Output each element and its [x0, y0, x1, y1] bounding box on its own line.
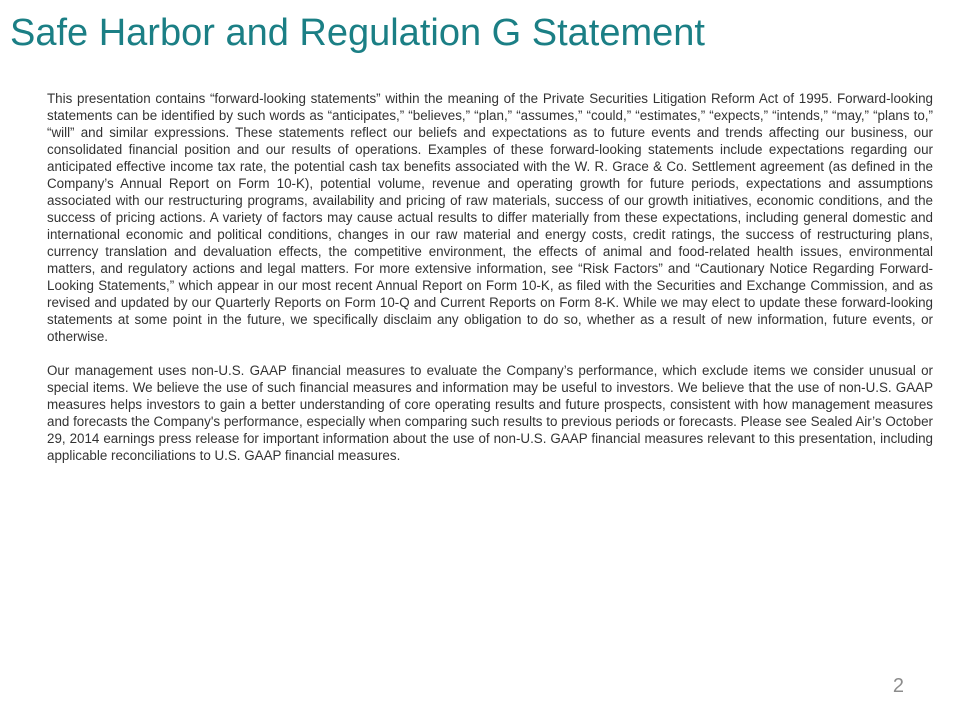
slide-title: Safe Harbor and Regulation G Statement: [10, 12, 705, 54]
regulation-g-paragraph: Our management uses non-U.S. GAAP financial measures to evaluate the Company’s performance, which exclude items we consider unusual or special items. We believe the use of such financial measures and information may be useful to investors. We believe that the use of non-U.S. GAAP measures helps investors to gain a better understanding of core operating results and future prospects, consistent with how management measures and forecasts the Company's performance, especially when comparing such results to previous periods or forecasts. Please see Sealed Air’s October 29, 2014 earnings press release for important information about the use of non-U.S. GAAP financial measures relevant to this presentation, including applicable reconciliations to U.S. GAAP financial measures.: [47, 363, 933, 463]
page-number: 2: [892, 675, 904, 697]
slide-body: [47, 90, 933, 464]
safe-harbor-paragraph: This presentation contains “forward-looking statements” within the meaning of the Private Securities Litigation Reform Act of 1995. Forward-looking statements can be identified by such words as “anticipates,” “believes,” “plan,” “assumes,” “could,” “estimates,” “expects,” “intends,” “may,” “plans to,” “will” and similar expressions. These statements reflect our beliefs and expectations as to future events and trends affecting our business, our consolidated financial position and our results of operations. Examples of these forward-looking statements include expectations regarding our anticipated effective income tax rate, the potential cash tax benefits associated with the W. R. Grace & Co. Settlement agreement (as defined in the Company’s Annual Report on Form 10-K), potential volume, revenue and operating growth for future periods, expectations and assumptions associated with our restructuring programs, availability and pricing of raw materials, success of our growth initiatives, economic conditions, and the success of pricing actions. A variety of factors may cause actual results to differ materially from these expectations, including general domestic and international economic and political conditions, changes in our raw material and energy costs, credit ratings, the success of restructuring plans, currency translation and devaluation effects, the competitive environment, the effects of animal and food-related health issues, environmental matters, and regulatory actions and legal matters. For more extensive information, see “Risk Factors” and “Cautionary Notice Regarding Forward-Looking Statements,” which appear in our most recent Annual Report on Form 10-K, as filed with the Securities and Exchange Commission, and as revised and updated by our Quarterly Reports on Form 10-Q and Current Reports on Form 8-K. While we may elect to update these forward-looking statements at some point in the future, we specifically disclaim any obligation to do so, whether as a result of new information, future events, or otherwise.: [47, 91, 933, 344]
